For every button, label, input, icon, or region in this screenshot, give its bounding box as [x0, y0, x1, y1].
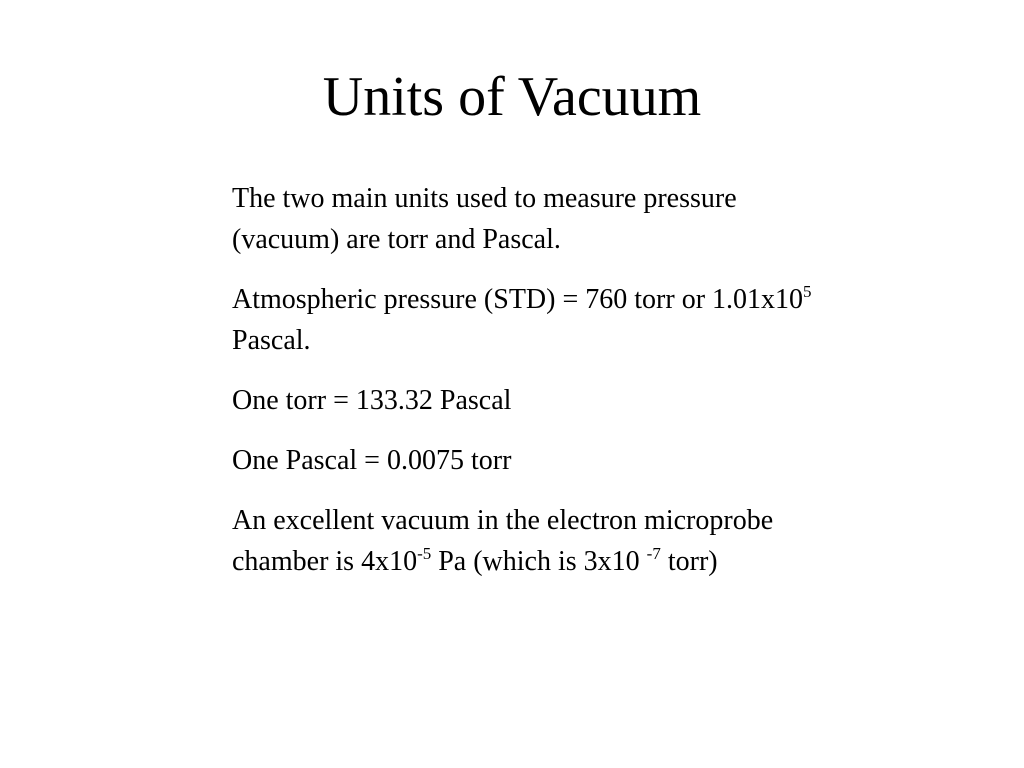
excellent-vacuum-text-end: torr)	[660, 546, 718, 577]
excellent-vacuum-exponent-torr: -7	[646, 544, 661, 563]
slide-body	[232, 178, 832, 601]
paragraph-pascal-conversion: One Pascal = 0.0075 torr	[232, 445, 512, 476]
atmospheric-pressure-unit: Pascal.	[232, 325, 311, 356]
slide-title: Units of Vacuum	[322, 66, 702, 128]
atmospheric-pressure-text: Atmospheric pressure (STD) = 760 torr or 1.01x10	[232, 284, 804, 315]
excellent-vacuum-exponent-pa: -5	[417, 544, 432, 563]
paragraph-excellent-vacuum	[232, 500, 832, 582]
paragraph-atmospheric-pressure	[232, 279, 832, 361]
paragraph-units: The two main units used to measure pressure (vacuum) are torr and Pascal.	[232, 183, 737, 255]
atmospheric-pressure-exponent: 5	[803, 282, 812, 301]
excellent-vacuum-text-middle: Pa (which is 3x10	[431, 546, 647, 577]
paragraph-torr-conversion: One torr = 133.32 Pascal	[232, 385, 512, 416]
excellent-vacuum-text: An excellent vacuum in the electron microprobe chamber is 4x10	[232, 505, 774, 577]
